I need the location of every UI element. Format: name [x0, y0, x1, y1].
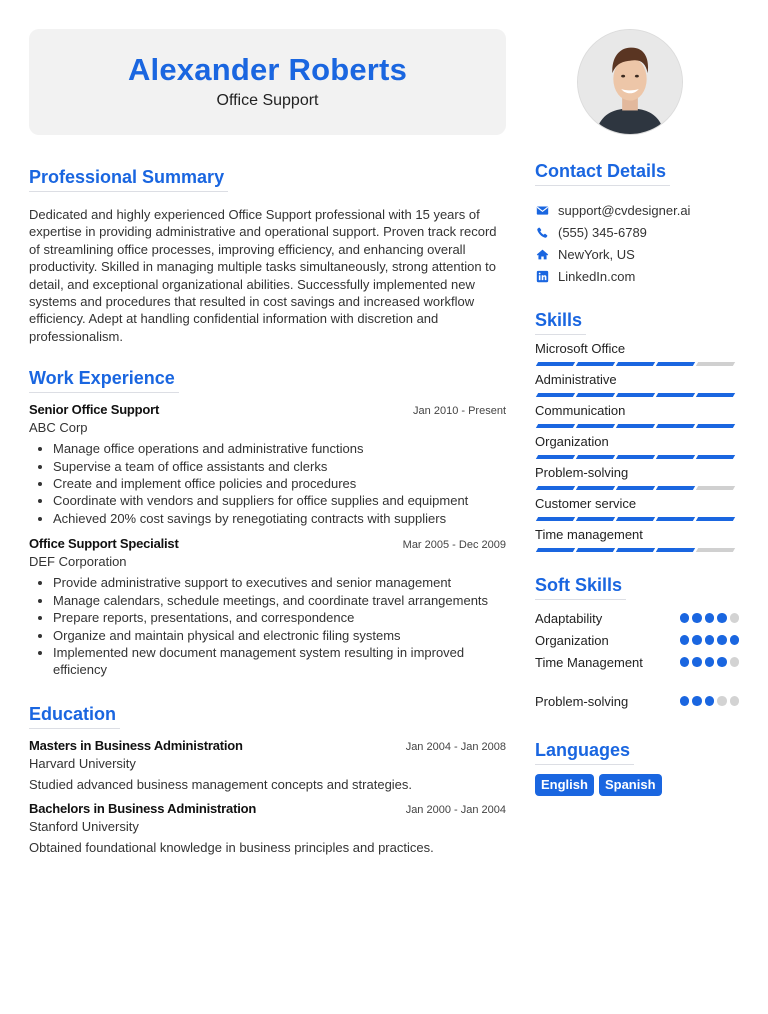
- bullet-item: Achieved 20% cost savings by renegotiating contracts with suppliers: [53, 510, 506, 527]
- skill-name: Communication: [535, 403, 626, 418]
- skill-level-bar: [535, 362, 739, 366]
- skill-item: [535, 527, 739, 552]
- bullet-item: Manage office operations and administrative functions: [53, 440, 506, 457]
- contact-email[interactable]: [535, 199, 739, 221]
- skill-level-segment: [616, 455, 655, 459]
- contact-linkedin[interactable]: [535, 265, 739, 287]
- skill-level-segment: [696, 517, 735, 521]
- skill-level-segment: [656, 393, 695, 397]
- skill-name: Microsoft Office: [535, 341, 626, 356]
- skill-level-segment: [536, 548, 575, 552]
- contact-text: (555) 345-6789: [558, 224, 647, 240]
- job-bullets: [29, 574, 506, 678]
- bullet-item: Manage calendars, schedule meetings, and coordinate travel arrangements: [53, 592, 506, 609]
- company-name: ABC Corp: [29, 420, 88, 436]
- skill-level-segment: [696, 455, 735, 459]
- contact-text: support@cvdesigner.ai: [558, 202, 691, 218]
- soft-skill-item: [535, 651, 739, 673]
- languages-section: [535, 739, 739, 796]
- rating-dot-icon: [717, 635, 727, 645]
- rating-dot-icon: [680, 657, 690, 667]
- skill-level-bar: [535, 517, 739, 521]
- skill-level-bar: [535, 548, 739, 552]
- soft-skill-rating: [680, 696, 740, 706]
- summary-text: Dedicated and highly experienced Office Support professional with 15 years of expertise in providing administrative and operational support. Proven track record of streamlining office processes, improving efficiency, and enhancing overall productivity. Skilled in managing multiple tasks simultaneously, strong attention to detail, and exceptional organizational abilities. Successfully implemented new systems and procedures that resulted in cost savings and increased workflow efficiency. Adept at handling confidential information with discretion and professionalism.: [29, 207, 497, 344]
- company-name: DEF Corporation: [29, 554, 127, 570]
- skill-level-segment: [616, 486, 655, 490]
- skill-level-segment: [656, 548, 695, 552]
- contact-text: NewYork, US: [558, 246, 635, 262]
- job-dates: Jan 2010 - Present: [413, 405, 506, 418]
- section-heading: Education: [29, 703, 120, 729]
- education-section: [29, 703, 506, 855]
- skill-level-segment: [696, 362, 735, 366]
- education-description: Studied advanced business management concepts and strategies.: [29, 776, 413, 792]
- bullet-item: Supervise a team of office assistants and clerks: [53, 458, 506, 475]
- bullet-item: Provide administrative support to executives and senior management: [53, 574, 506, 591]
- rating-dot-icon: [730, 696, 740, 706]
- section-heading: Contact Details: [535, 160, 670, 186]
- bullet-item: Implemented new document management system resulting in improved efficiency: [53, 644, 506, 679]
- job-title: Office Support Specialist: [29, 536, 179, 552]
- skill-level-bar: [535, 486, 739, 490]
- skill-level-segment: [576, 362, 615, 366]
- skill-level-bar: [535, 424, 739, 428]
- skill-level-segment: [696, 424, 735, 428]
- skill-item: [535, 372, 739, 397]
- skill-level-segment: [656, 362, 695, 366]
- skill-level-segment: [656, 486, 695, 490]
- rating-dot-icon: [730, 657, 740, 667]
- skill-level-segment: [696, 548, 735, 552]
- skill-level-segment: [576, 424, 615, 428]
- rating-dot-icon: [692, 635, 702, 645]
- skill-level-segment: [616, 393, 655, 397]
- skill-name: Problem-solving: [535, 465, 629, 480]
- education-dates: Jan 2000 - Jan 2004: [405, 803, 506, 816]
- bullet-item: Coordinate with vendors and suppliers for office supplies and equipment: [53, 492, 506, 509]
- section-heading: Work Experience: [29, 367, 179, 393]
- rating-dot-icon: [717, 696, 727, 706]
- skill-level-segment: [656, 424, 695, 428]
- header-card: [29, 29, 506, 135]
- professional-summary-section: [29, 166, 506, 345]
- skill-level-segment: [616, 362, 655, 366]
- language-tag: English: [535, 774, 594, 796]
- degree-title: Masters in Business Administration: [29, 737, 243, 753]
- education-description: Obtained foundational knowledge in business principles and practices.: [29, 839, 434, 855]
- main-column: [29, 166, 506, 855]
- job-bullets: [29, 440, 506, 527]
- skill-level-segment: [656, 455, 695, 459]
- rating-dot-icon: [730, 613, 740, 623]
- skill-item: [535, 434, 739, 459]
- rating-dot-icon: [730, 635, 740, 645]
- soft-skill-item: [535, 629, 739, 651]
- skill-item: [535, 496, 739, 521]
- candidate-name: Alexander Roberts: [127, 52, 408, 87]
- rating-dot-icon: [705, 657, 715, 667]
- home-icon: [535, 247, 549, 261]
- rating-dot-icon: [692, 613, 702, 623]
- bullet-item: Prepare reports, presentations, and correspondence: [53, 609, 506, 626]
- skill-level-segment: [536, 393, 575, 397]
- language-tag: Spanish: [599, 774, 662, 796]
- section-heading: Languages: [535, 739, 634, 765]
- school-name: Harvard University: [29, 755, 136, 771]
- rating-dot-icon: [717, 613, 727, 623]
- skill-level-segment: [576, 517, 615, 521]
- education-dates: Jan 2004 - Jan 2008: [405, 740, 506, 753]
- section-heading: Professional Summary: [29, 166, 228, 192]
- skill-level-segment: [536, 362, 575, 366]
- skill-level-segment: [616, 424, 655, 428]
- school-name: Stanford University: [29, 818, 139, 834]
- sidebar-column: [535, 160, 739, 796]
- rating-dot-icon: [705, 613, 715, 623]
- skills-section: [535, 309, 739, 552]
- soft-skill-name: Organization: [535, 632, 609, 648]
- soft-skill-name: Time Management: [535, 654, 643, 670]
- skill-level-segment: [696, 486, 735, 490]
- envelope-icon: [535, 203, 549, 217]
- skill-level-segment: [536, 424, 575, 428]
- skill-level-segment: [536, 486, 575, 490]
- skill-item: [535, 465, 739, 490]
- skill-level-segment: [696, 393, 735, 397]
- job-entry: [29, 536, 506, 678]
- phone-icon: [535, 225, 549, 239]
- soft-skill-rating: [680, 635, 740, 645]
- job-dates: Mar 2005 - Dec 2009: [402, 539, 506, 552]
- skill-item: [535, 341, 739, 366]
- candidate-title: Office Support: [216, 92, 319, 109]
- soft-skills-section: [535, 574, 739, 712]
- section-heading: Skills: [535, 309, 586, 335]
- skill-name: Administrative: [535, 372, 617, 387]
- degree-title: Bachelors in Business Administration: [29, 800, 257, 816]
- soft-skill-name: Problem-solving: [535, 693, 629, 709]
- soft-skill-name: Adaptability: [535, 610, 603, 626]
- contact-phone[interactable]: [535, 221, 739, 243]
- rating-dot-icon: [705, 696, 715, 706]
- soft-skill-item: [535, 607, 739, 629]
- skill-level-bar: [535, 455, 739, 459]
- skill-name: Customer service: [535, 496, 637, 511]
- rating-dot-icon: [680, 696, 690, 706]
- skill-level-segment: [536, 517, 575, 521]
- rating-dot-icon: [692, 696, 702, 706]
- skill-level-segment: [576, 455, 615, 459]
- skill-level-segment: [616, 517, 655, 521]
- soft-skill-item: [535, 690, 739, 712]
- skill-name: Organization: [535, 434, 609, 449]
- soft-skill-rating: [680, 657, 740, 667]
- bullet-item: Create and implement office policies and procedures: [53, 475, 506, 492]
- rating-dot-icon: [717, 657, 727, 667]
- skill-level-segment: [576, 486, 615, 490]
- skill-level-bar: [535, 393, 739, 397]
- rating-dot-icon: [680, 635, 690, 645]
- education-entry: [29, 738, 506, 792]
- rating-dot-icon: [680, 613, 690, 623]
- skill-item: [535, 403, 739, 428]
- skill-level-segment: [616, 548, 655, 552]
- contact-section: [535, 160, 739, 287]
- skill-name: Time management: [535, 527, 643, 542]
- rating-dot-icon: [705, 635, 715, 645]
- soft-skill-rating: [680, 613, 740, 623]
- skill-level-segment: [576, 393, 615, 397]
- rating-dot-icon: [692, 657, 702, 667]
- work-experience-section: [29, 367, 506, 678]
- job-entry: [29, 402, 506, 527]
- profile-photo-icon: [578, 30, 682, 134]
- linkedin-icon: [535, 269, 549, 283]
- bullet-item: Organize and maintain physical and electronic filing systems: [53, 627, 506, 644]
- contact-text: LinkedIn.com: [558, 268, 636, 284]
- contact-location: [535, 243, 739, 265]
- education-entry: [29, 801, 506, 855]
- section-heading: Soft Skills: [535, 574, 626, 600]
- skill-level-segment: [536, 455, 575, 459]
- job-title: Senior Office Support: [29, 402, 160, 418]
- skill-level-segment: [656, 517, 695, 521]
- avatar: [577, 29, 683, 135]
- skill-level-segment: [576, 548, 615, 552]
